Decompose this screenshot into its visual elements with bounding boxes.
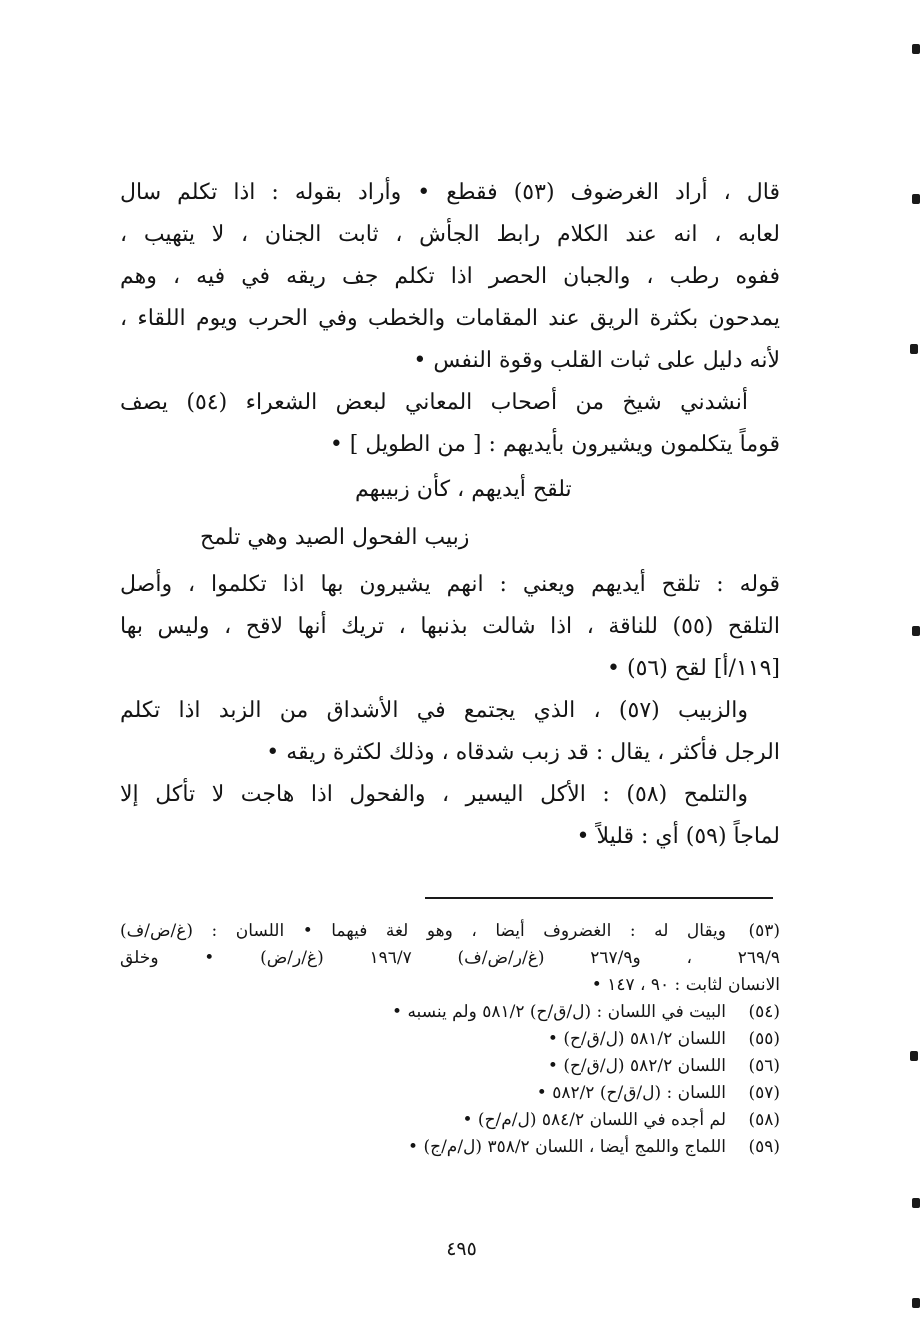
text-line: لأنه دليل على ثبات القلب وقوة النفس • [413, 348, 780, 373]
footnotes [120, 918, 780, 1161]
text-line: والزبيب (٥٧) ، الذي يجتمع في الأشداق من الزبد اذا تكلم [120, 698, 748, 723]
footnote-text: ٢٦٩/٩ ، و٢٦٧/٩ (غ/ر/ض/ف) ١٩٦/٧ (غ/ر/ض) • وخلق [120, 948, 780, 968]
footnote-text: الانسان لثابت : ٩٠ ، ١٤٧ • [591, 975, 780, 995]
footnote-57 [120, 1080, 780, 1107]
scan-margin-mark [912, 1298, 920, 1308]
footnote-number: (٥٥) [748, 1029, 780, 1049]
footnote-56 [120, 1053, 780, 1080]
footnote-53 [120, 918, 780, 945]
footnote-number: (٥٤) [748, 1002, 780, 1022]
footnote-text: البيت في اللسان : (ل/ق/ح) ٥٨١/٢ ولم ينسبه • [392, 1002, 726, 1022]
scan-margin-mark [910, 344, 918, 354]
scan-margin-mark [912, 1198, 920, 1208]
verse-first-hemistich: تلقح أيديهم ، كأن زبيبهم [355, 477, 572, 502]
text-line: [١١٩/أ] لقح (٥٦) • [607, 656, 780, 681]
footnote-text: اللسان ٥٨١/٢ (ل/ق/ح) • [547, 1029, 726, 1049]
text-line: يمدحون بكثرة الريق عند المقامات والخطب وفي الحرب ويوم اللقاء ، [120, 306, 780, 331]
scan-margin-mark [912, 44, 920, 54]
footnote-separator [425, 897, 773, 899]
footnote-53-cont [120, 945, 780, 972]
footnote-number: (٥٣) [748, 921, 780, 941]
footnote-text: اللسان ٥٨٢/٢ (ل/ق/ح) • [547, 1056, 726, 1076]
text-line: لماجاً (٥٩) أي : قليلاً • [576, 824, 780, 849]
text-line: قال ، أراد الغرضوف (٥٣) فقطع • وأراد بقوله : اذا تكلم سال [120, 180, 780, 205]
footnote-55 [120, 1026, 780, 1053]
text-line: أنشدني شيخ من أصحاب المعاني لبعض الشعراء (٥٤) يصف [120, 390, 748, 415]
main-text [120, 172, 780, 466]
text-line: الرجل فأكثر ، يقال : قد زبب شدقاه ، وذلك لكثرة ريقه • [266, 740, 780, 765]
scan-margin-mark [912, 626, 920, 636]
text-line: قوماً يتكلمون ويشيرون بأيديهم : [ من الطويل ] • [329, 432, 780, 457]
footnote-number: (٥٦) [748, 1056, 780, 1076]
text-line: التلقح (٥٥) للناقة ، اذا شالت بذنبها ، تريك أنها لاقح ، وليس بها [120, 614, 780, 639]
footnote-text: لم أجده في اللسان ٥٨٤/٢ (ل/م/ح) • [462, 1110, 726, 1130]
text-line: قوله : تلقح أيديهم ويعني : انهم يشيرون بها اذا تكلموا ، وأصل [120, 572, 780, 597]
text-line: والتلمح (٥٨) : الأكل اليسير ، والفحول اذا هاجت لا تأكل إلا [120, 782, 748, 807]
scan-margin-mark [910, 1051, 918, 1061]
main-text-continued [120, 564, 780, 858]
footnote-58 [120, 1107, 780, 1134]
page-number: ٤٩٥ [446, 1238, 477, 1260]
footnote-54 [120, 999, 780, 1026]
verse-second-hemistich: زبيب الفحول الصيد وهي تلمح [200, 525, 470, 550]
footnote-number: (٥٨) [748, 1110, 780, 1130]
text-line: لعابه ، انه عند الكلام رابط الجأش ، ثابت الجنان ، لا يتهيب ، [120, 222, 780, 247]
scan-margin-mark [912, 194, 920, 204]
footnote-text: اللسان : (ل/ق/ح) ٥٨٢/٢ • [536, 1083, 726, 1103]
footnote-53-cont [120, 972, 780, 999]
text-line: ففوه رطب ، والجبان الحصر اذا تكلم جف ريقه في فيه ، وهم [120, 264, 780, 289]
footnote-text: ويقال له : الغضروف أيضا ، وهو لغة فيهما • اللسان : (غ/ض/ف) [120, 921, 726, 941]
footnote-59 [120, 1134, 780, 1161]
footnote-text: اللماج واللمج أيضا ، اللسان ٣٥٨/٢ (ل/م/ج) • [408, 1137, 726, 1157]
footnote-number: (٥٩) [748, 1137, 780, 1157]
footnote-number: (٥٧) [748, 1083, 780, 1103]
